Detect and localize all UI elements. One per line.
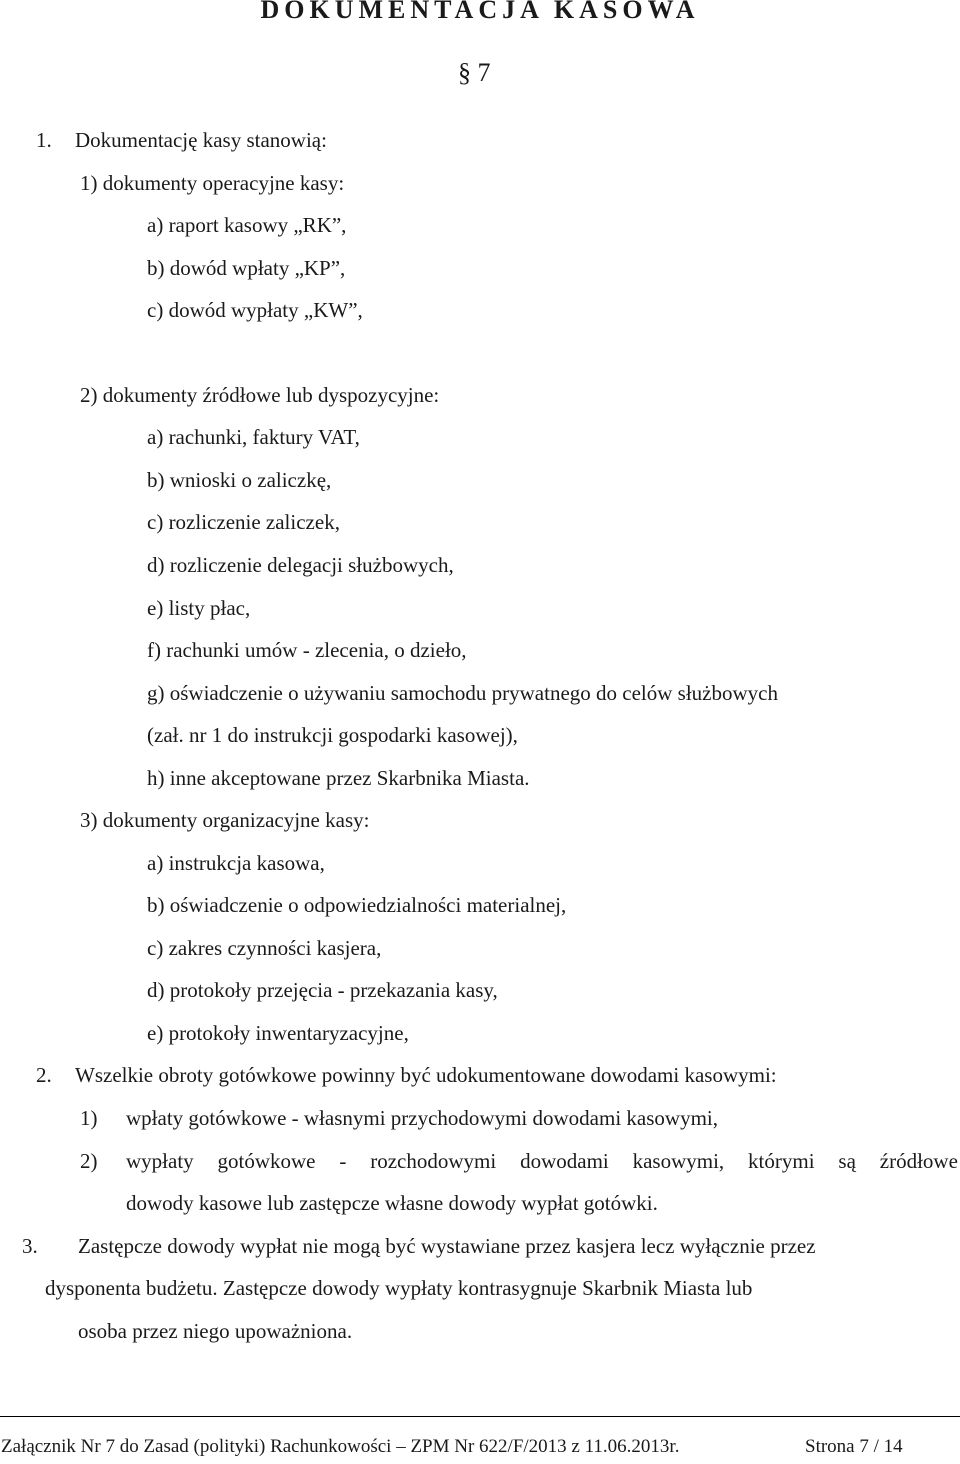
word: źródłowe (879, 1149, 958, 1173)
list-item: dowody kasowe lub zastępcze własne dowody wypłat gotówki. (126, 1191, 658, 1215)
footer-rule (0, 1416, 960, 1417)
word: są (838, 1149, 856, 1173)
word: którymi (748, 1149, 815, 1173)
item-number: 2) (80, 1149, 98, 1173)
list-item: (zał. nr 1 do instrukcji gospodarki kasowej), (147, 723, 518, 747)
footer-attachment-note: Załącznik Nr 7 do Zasad (polityki) Rachunkowości – ZPM Nr 622/F/2013 z 11.06.2013r. (1, 1436, 680, 1457)
word: wypłaty (126, 1149, 194, 1173)
footer-page-number: Strona 7 / 14 (805, 1436, 903, 1457)
section-paragraph-number: § 7 (458, 58, 491, 87)
list-item: b) oświadczenie o odpowiedzialności materialnej, (147, 893, 567, 917)
list-item: e) protokoły inwentaryzacyjne, (147, 1021, 409, 1045)
list-item: Wszelkie obroty gotówkowe powinny być udokumentowane dowodami kasowymi: (75, 1063, 777, 1087)
list-item: f) rachunki umów - zlecenia, o dzieło, (147, 638, 467, 662)
word: kasowymi, (632, 1149, 725, 1173)
list-item: h) inne akceptowane przez Skarbnika Miasta. (147, 766, 530, 790)
list-item: Zastępcze dowody wypłat nie mogą być wystawiane przez kasjera lecz wyłącznie przez (78, 1234, 816, 1258)
word: - (339, 1149, 347, 1173)
list-item: 1) dokumenty operacyjne kasy: (80, 171, 345, 195)
list-item: 3) dokumenty organizacyjne kasy: (80, 808, 370, 832)
list-item: wpłaty gotówkowe - własnymi przychodowymi dowodami kasowymi, (126, 1106, 718, 1130)
word: gotówkowe (217, 1149, 316, 1173)
list-item: Dokumentację kasy stanowią: (75, 128, 327, 152)
word: dowodami (520, 1149, 609, 1173)
item-number: 3. (22, 1234, 38, 1258)
list-item: c) zakres czynności kasjera, (147, 936, 382, 960)
list-item: d) rozliczenie delegacji służbowych, (147, 553, 454, 577)
list-item: a) instrukcja kasowa, (147, 851, 325, 875)
item-number: 1) (80, 1106, 98, 1130)
list-item: c) rozliczenie zaliczek, (147, 510, 340, 534)
item-number: 1. (36, 128, 52, 152)
list-item: osoba przez niego upoważniona. (78, 1319, 353, 1343)
list-item: a) raport kasowy „RK”, (147, 213, 347, 237)
list-item: b) dowód wpłaty „KP”, (147, 256, 346, 280)
list-item: c) dowód wypłaty „KW”, (147, 298, 363, 322)
list-item: e) listy płac, (147, 596, 251, 620)
list-item: g) oświadczenie o używaniu samochodu prywatnego do celów służbowych (147, 681, 778, 705)
justified-line (126, 1149, 958, 1173)
list-item: d) protokoły przejęcia - przekazania kasy, (147, 978, 498, 1002)
document-title: DOKUMENTACJA KASOWA (260, 0, 700, 24)
list-item: a) rachunki, faktury VAT, (147, 425, 360, 449)
list-item: 2) dokumenty źródłowe lub dyspozycyjne: (80, 383, 440, 407)
item-number: 2. (36, 1063, 52, 1087)
word: rozchodowymi (370, 1149, 497, 1173)
list-item: b) wnioski o zaliczkę, (147, 468, 332, 492)
list-item: dysponenta budżetu. Zastępcze dowody wypłaty kontrasygnuje Skarbnik Miasta lub (45, 1276, 753, 1300)
